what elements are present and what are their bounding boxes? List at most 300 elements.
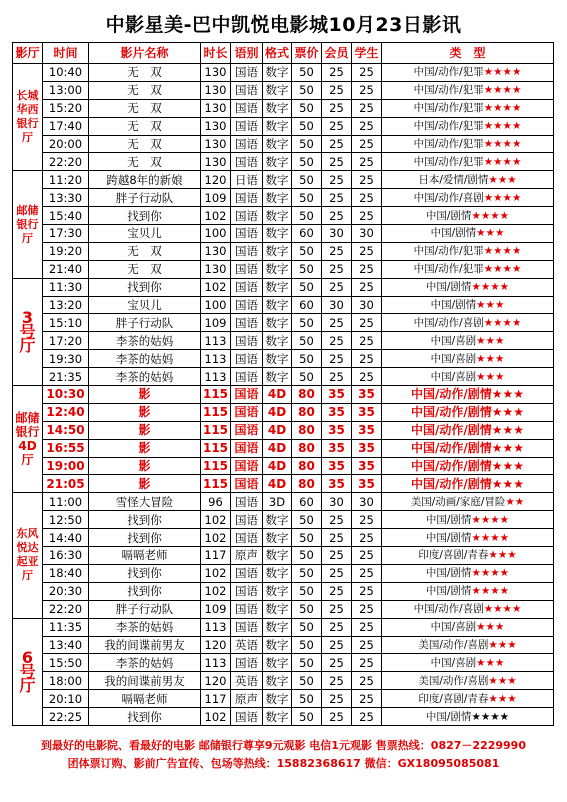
genre-text: 中国/动作/犯罪 (413, 66, 484, 79)
rating-stars: ★★★ (491, 387, 525, 402)
header-row (13, 43, 554, 64)
genre-text: 中国/剧情 (425, 567, 472, 580)
genre-text: 中国/动作/剧情 (410, 387, 492, 402)
showtime: 14:50 (43, 421, 89, 439)
student-price: 25 (352, 708, 382, 726)
showtime: 13:40 (43, 636, 89, 654)
student-price: 25 (352, 636, 382, 654)
genre (382, 654, 554, 672)
film-title: 无 双 (89, 117, 201, 135)
film-title: 李茶的姑妈 (89, 350, 201, 368)
film-title: 无 双 (89, 81, 201, 99)
duration: 130 (201, 64, 231, 82)
duration: 102 (201, 207, 231, 225)
format: 数字 (263, 582, 292, 600)
language: 国语 (231, 189, 263, 207)
member-price: 25 (322, 64, 352, 82)
table-row (13, 171, 554, 189)
film-title: 影 (89, 403, 201, 421)
price: 80 (292, 421, 322, 439)
hall-name: 东风悦达起亚厅 (13, 493, 43, 618)
duration: 109 (201, 600, 231, 618)
film-title: 无 双 (89, 153, 201, 171)
student-price: 25 (352, 207, 382, 225)
film-title: 影 (89, 386, 201, 404)
duration: 130 (201, 99, 231, 117)
genre-text: 中国/动作/喜剧 (413, 603, 484, 616)
duration: 115 (201, 439, 231, 457)
language: 国语 (231, 135, 263, 153)
student-price: 25 (352, 81, 382, 99)
table-row (13, 314, 554, 332)
rating-stars: ★★★★ (483, 155, 522, 168)
genre (382, 332, 554, 350)
hall-name: 邮储银行4D厅 (13, 386, 43, 493)
showtime: 14:40 (43, 529, 89, 547)
genre-text: 中国/动作/剧情 (410, 476, 492, 491)
format: 数字 (263, 64, 292, 82)
language: 国语 (231, 117, 263, 135)
member-price: 35 (322, 475, 352, 493)
genre (382, 81, 554, 99)
duration: 120 (201, 636, 231, 654)
table-row (13, 117, 554, 135)
duration: 130 (201, 81, 231, 99)
genre (382, 278, 554, 296)
price: 60 (292, 296, 322, 314)
genre-text: 中国/剧情 (425, 710, 472, 723)
table-row (13, 225, 554, 243)
format: 数字 (263, 564, 292, 582)
table-row (13, 278, 554, 296)
rating-stars: ★★★ (491, 441, 525, 456)
genre (382, 457, 554, 475)
format: 数字 (263, 332, 292, 350)
member-price: 25 (322, 672, 352, 690)
member-price: 25 (322, 153, 352, 171)
table-row (13, 81, 554, 99)
price: 50 (292, 171, 322, 189)
rating-stars: ★★★ (476, 227, 505, 240)
format: 数字 (263, 260, 292, 278)
member-price: 25 (322, 654, 352, 672)
genre-text: 美国/动作/喜剧 (418, 638, 489, 651)
showtime: 20:00 (43, 135, 89, 153)
student-price: 25 (352, 618, 382, 636)
price: 50 (292, 547, 322, 565)
hall-name: 邮储银行厅 (13, 171, 43, 278)
genre (382, 403, 554, 421)
language: 英语 (231, 672, 263, 690)
showtime: 11:00 (43, 493, 89, 511)
member-price: 25 (322, 618, 352, 636)
format: 4D (263, 386, 292, 404)
format: 数字 (263, 99, 292, 117)
student-price: 25 (352, 350, 382, 368)
member-price: 25 (322, 189, 352, 207)
student-price: 25 (352, 135, 382, 153)
genre-text: 美国/动画/家庭/冒险 (410, 495, 506, 508)
rating-stars: ★★★ (488, 674, 517, 687)
genre (382, 582, 554, 600)
rating-stars: ★★★★ (471, 710, 510, 723)
genre-text: 中国/剧情 (425, 531, 472, 544)
student-price: 25 (352, 99, 382, 117)
genre-text: 日本/爱情/剧情 (418, 173, 489, 186)
price: 50 (292, 529, 322, 547)
language: 国语 (231, 421, 263, 439)
film-title: 无 双 (89, 242, 201, 260)
genre (382, 386, 554, 404)
table-row (13, 421, 554, 439)
showtime: 20:10 (43, 690, 89, 708)
student-price: 25 (352, 242, 382, 260)
language: 国语 (231, 81, 263, 99)
duration: 115 (201, 475, 231, 493)
film-title: 找到你 (89, 207, 201, 225)
table-row (13, 260, 554, 278)
language: 国语 (231, 99, 263, 117)
genre (382, 242, 554, 260)
genre-text: 中国/动作/剧情 (410, 459, 492, 474)
format: 数字 (263, 368, 292, 386)
price: 50 (292, 511, 322, 529)
table-row (13, 350, 554, 368)
duration: 109 (201, 314, 231, 332)
page-title: 中影星美-巴中凯悦电影城10月23日影讯 (105, 14, 462, 36)
table-row (13, 296, 554, 314)
showtime: 13:20 (43, 296, 89, 314)
rating-stars: ★★★ (491, 476, 525, 491)
price: 50 (292, 189, 322, 207)
member-price: 30 (322, 296, 352, 314)
rating-stars: ★★★★ (471, 281, 510, 294)
format: 数字 (263, 618, 292, 636)
duration: 115 (201, 457, 231, 475)
genre-text: 中国/动作/犯罪 (413, 102, 484, 115)
table-row (13, 403, 554, 421)
rating-stars: ★★★★ (483, 120, 522, 133)
member-price: 25 (322, 564, 352, 582)
table-row (13, 64, 554, 82)
genre (382, 493, 554, 511)
duration: 100 (201, 296, 231, 314)
duration: 115 (201, 386, 231, 404)
price: 80 (292, 386, 322, 404)
duration: 130 (201, 135, 231, 153)
table-row (13, 332, 554, 350)
genre-text: 中国/剧情 (425, 513, 472, 526)
genre-text: 中国/动作/犯罪 (413, 138, 484, 150)
duration: 113 (201, 618, 231, 636)
schedule-body (13, 64, 554, 726)
format: 数字 (263, 296, 292, 314)
price: 50 (292, 636, 322, 654)
showtime: 11:30 (43, 278, 89, 296)
film-title: 无 双 (89, 64, 201, 82)
member-price: 25 (322, 260, 352, 278)
member-price: 25 (322, 99, 352, 117)
student-price: 30 (352, 296, 382, 314)
rating-stars: ★★★ (491, 405, 525, 420)
showtime: 12:40 (43, 403, 89, 421)
language: 国语 (231, 493, 263, 511)
price: 50 (292, 242, 322, 260)
showtime: 15:10 (43, 314, 89, 332)
member-price: 30 (322, 493, 352, 511)
format: 4D (263, 457, 292, 475)
film-title: 找到你 (89, 529, 201, 547)
duration: 102 (201, 708, 231, 726)
showtime: 21:35 (43, 368, 89, 386)
showtime: 11:35 (43, 618, 89, 636)
format: 4D (263, 439, 292, 457)
showtime: 22:20 (43, 600, 89, 618)
price: 80 (292, 439, 322, 457)
showtime: 16:30 (43, 547, 89, 565)
price: 50 (292, 564, 322, 582)
table-row (13, 600, 554, 618)
film-title: 嗝嗝老师 (89, 690, 201, 708)
student-price: 35 (352, 386, 382, 404)
genre-text: 中国/动作/喜剧 (413, 191, 484, 204)
genre (382, 439, 554, 457)
language: 国语 (231, 225, 263, 243)
price: 50 (292, 350, 322, 368)
duration: 113 (201, 332, 231, 350)
genre-text: 中国/喜剧 (430, 621, 477, 634)
duration: 115 (201, 403, 231, 421)
language: 国语 (231, 600, 263, 618)
member-price: 25 (322, 207, 352, 225)
price: 50 (292, 278, 322, 296)
genre-text: 中国/喜剧 (430, 352, 477, 365)
price: 50 (292, 153, 322, 171)
showtime: 17:30 (43, 225, 89, 243)
language: 国语 (231, 439, 263, 457)
price: 50 (292, 672, 322, 690)
table-row (13, 672, 554, 690)
duration: 117 (201, 690, 231, 708)
showtime: 13:30 (43, 189, 89, 207)
language: 国语 (231, 314, 263, 332)
student-price: 30 (352, 225, 382, 243)
showtime: 17:40 (43, 117, 89, 135)
film-title: 影 (89, 421, 201, 439)
student-price: 25 (352, 332, 382, 350)
language: 国语 (231, 403, 263, 421)
format: 数字 (263, 547, 292, 565)
table-row (13, 564, 554, 582)
student-price: 25 (352, 582, 382, 600)
genre-text: 印度/喜剧/青春 (418, 549, 489, 562)
table-row (13, 475, 554, 493)
film-title: 找到你 (89, 582, 201, 600)
duration: 102 (201, 511, 231, 529)
genre-text: 中国/喜剧 (430, 334, 477, 347)
language: 原声 (231, 547, 263, 565)
header-cell: 类 型 (382, 43, 554, 64)
table-row (13, 654, 554, 672)
price: 50 (292, 314, 322, 332)
duration: 96 (201, 493, 231, 511)
duration: 115 (201, 421, 231, 439)
price: 50 (292, 582, 322, 600)
format: 4D (263, 421, 292, 439)
member-price: 35 (322, 386, 352, 404)
duration: 113 (201, 368, 231, 386)
genre (382, 207, 554, 225)
header-cell: 票价 (292, 43, 322, 64)
rating-stars: ★★★★ (483, 66, 522, 79)
member-price: 25 (322, 511, 352, 529)
footer-line-2: 团体票订购、影前广告宣传、包场等热线：15882368617 微信：GX18095085081 (67, 757, 500, 770)
schedule-table (12, 42, 554, 726)
rating-stars: ★★★★ (483, 316, 522, 329)
language: 国语 (231, 260, 263, 278)
table-row (13, 153, 554, 171)
member-price: 25 (322, 368, 352, 386)
student-price: 25 (352, 690, 382, 708)
price: 50 (292, 690, 322, 708)
student-price: 25 (352, 278, 382, 296)
table-row (13, 457, 554, 475)
rating-stars: ★★★★ (471, 567, 510, 580)
genre (382, 64, 554, 82)
table-row (13, 242, 554, 260)
language: 国语 (231, 708, 263, 726)
genre-text: 印度/喜剧/青春 (418, 692, 489, 705)
rating-stars: ★★★ (491, 423, 525, 438)
rating-stars: ★★★★ (483, 191, 522, 204)
film-title: 无 双 (89, 135, 201, 153)
genre (382, 529, 554, 547)
member-price: 25 (322, 278, 352, 296)
genre-text: 美国/动作/喜剧 (418, 674, 489, 687)
film-title: 嗝嗝老师 (89, 547, 201, 565)
film-title: 跨越8年的新娘 (89, 171, 201, 189)
member-price: 35 (322, 403, 352, 421)
showtime: 17:20 (43, 332, 89, 350)
member-price: 25 (322, 314, 352, 332)
student-price: 25 (352, 564, 382, 582)
member-price: 25 (322, 529, 352, 547)
showtime: 19:20 (43, 242, 89, 260)
genre (382, 296, 554, 314)
table-row (13, 529, 554, 547)
genre (382, 153, 554, 171)
duration: 120 (201, 171, 231, 189)
table-row (13, 582, 554, 600)
student-price: 25 (352, 117, 382, 135)
duration: 102 (201, 564, 231, 582)
genre-text: 中国/剧情 (425, 281, 472, 294)
rating-stars: ★★★ (476, 334, 505, 347)
price: 80 (292, 403, 322, 421)
genre (382, 636, 554, 654)
film-title: 李茶的姑妈 (89, 654, 201, 672)
duration: 100 (201, 225, 231, 243)
genre-text: 中国/动作/犯罪 (413, 263, 484, 276)
genre-text: 中国/动作/剧情 (410, 405, 492, 420)
film-title: 影 (89, 439, 201, 457)
genre-text: 中国/喜剧 (430, 370, 477, 383)
price: 50 (292, 600, 322, 618)
genre (382, 600, 554, 618)
table-row (13, 189, 554, 207)
genre-text: 中国/动作/剧情 (410, 423, 492, 438)
format: 数字 (263, 314, 292, 332)
price: 50 (292, 654, 322, 672)
duration: 109 (201, 189, 231, 207)
film-title: 李茶的姑妈 (89, 368, 201, 386)
price: 50 (292, 332, 322, 350)
language: 国语 (231, 242, 263, 260)
duration: 130 (201, 242, 231, 260)
student-price: 25 (352, 600, 382, 618)
language: 国语 (231, 64, 263, 82)
member-price: 25 (322, 332, 352, 350)
table-row (13, 368, 554, 386)
rating-stars: ★★★ (476, 370, 505, 383)
student-price: 25 (352, 654, 382, 672)
member-price: 25 (322, 350, 352, 368)
film-title: 影 (89, 457, 201, 475)
member-price: 35 (322, 421, 352, 439)
price: 60 (292, 225, 322, 243)
genre (382, 421, 554, 439)
price: 50 (292, 708, 322, 726)
table-row (13, 547, 554, 565)
member-price: 25 (322, 81, 352, 99)
price: 50 (292, 618, 322, 636)
header-cell: 学生 (352, 43, 382, 64)
member-price: 25 (322, 117, 352, 135)
rating-stars: ★★★★ (471, 585, 510, 598)
member-price: 35 (322, 439, 352, 457)
header-cell: 影厅 (13, 43, 43, 64)
hall-name: 3号厅 (13, 278, 43, 385)
member-price: 25 (322, 600, 352, 618)
format: 数字 (263, 672, 292, 690)
table-row (13, 636, 554, 654)
genre (382, 99, 554, 117)
language: 国语 (231, 529, 263, 547)
member-price: 25 (322, 582, 352, 600)
duration: 130 (201, 260, 231, 278)
format: 数字 (263, 278, 292, 296)
price: 50 (292, 81, 322, 99)
table-row (13, 439, 554, 457)
showtime: 15:50 (43, 654, 89, 672)
member-price: 25 (322, 708, 352, 726)
format: 数字 (263, 81, 292, 99)
genre (382, 260, 554, 278)
rating-stars: ★★★★ (483, 84, 522, 97)
language: 日语 (231, 171, 263, 189)
member-price: 25 (322, 690, 352, 708)
language: 国语 (231, 475, 263, 493)
genre-text: 中国/喜剧 (430, 656, 477, 669)
genre-text: 中国/动作/犯罪 (413, 155, 484, 168)
duration: 113 (201, 350, 231, 368)
genre (382, 225, 554, 243)
rating-stars: ★★★★ (483, 102, 522, 115)
language: 国语 (231, 457, 263, 475)
genre-text: 中国/动作/犯罪 (413, 245, 484, 258)
rating-stars: ★★★★ (483, 603, 522, 616)
format: 数字 (263, 600, 292, 618)
